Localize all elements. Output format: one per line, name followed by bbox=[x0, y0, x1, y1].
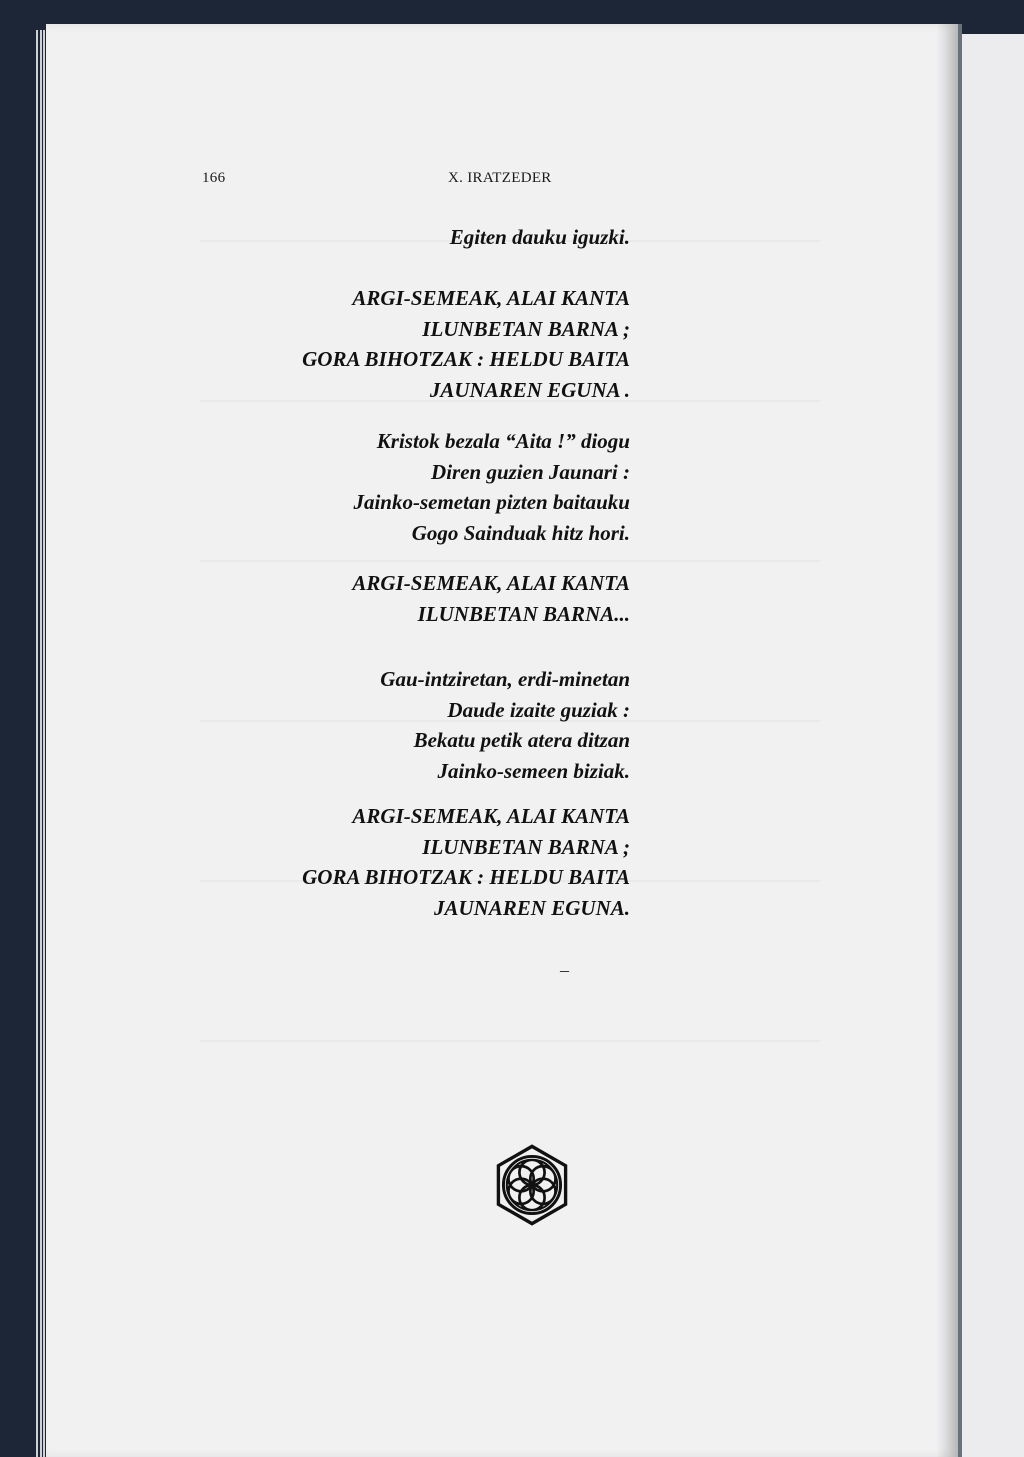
bleed-through bbox=[200, 560, 820, 562]
verse-line: Kristok bezala “Aita !” diogu bbox=[376, 429, 630, 453]
refrain bbox=[302, 283, 630, 405]
spine-shadow bbox=[936, 24, 958, 1457]
verse-line: JAUNAREN EGUNA . bbox=[429, 377, 630, 402]
verse-line: GORA BIHOTZAK : HELDU BAITA bbox=[302, 347, 630, 371]
page-number: 166 bbox=[202, 170, 226, 186]
stanza bbox=[380, 664, 630, 786]
rosette-ornament-icon bbox=[490, 1143, 574, 1227]
verse-line: Diren guzien Jaunari : bbox=[431, 459, 630, 484]
verse-line: ILUNBETAN BARNA ; bbox=[422, 316, 630, 341]
verse-line: Egiten dauku iguzki. bbox=[449, 225, 630, 249]
verse-line: JAUNAREN EGUNA. bbox=[433, 895, 630, 920]
stanza bbox=[353, 426, 630, 548]
verse-line: GORA BIHOTZAK : HELDU BAITA bbox=[302, 865, 630, 889]
verse-line: ILUNBETAN BARNA... bbox=[417, 601, 630, 626]
verse-line: Bekatu petik atera ditzan bbox=[413, 728, 630, 752]
stanza bbox=[450, 222, 630, 253]
bleed-through bbox=[200, 1040, 820, 1042]
verse-line: Jainko-semetan pizten baitauku bbox=[353, 490, 630, 514]
verse-line: ARGI-SEMEAK, ALAI KANTA bbox=[352, 804, 630, 828]
refrain bbox=[352, 568, 630, 629]
refrain bbox=[302, 801, 630, 923]
verse-line: Jainko-semeen biziak. bbox=[437, 758, 630, 783]
page-edge bbox=[40, 30, 42, 1457]
verse-line: Daude izaite guziak : bbox=[447, 697, 630, 722]
page-edge bbox=[36, 30, 38, 1457]
facing-page bbox=[962, 34, 1024, 1457]
verse-line: ARGI-SEMEAK, ALAI KANTA bbox=[352, 286, 630, 310]
verse-line: ILUNBETAN BARNA ; bbox=[422, 834, 630, 859]
verse-line: Gogo Sainduak hitz hori. bbox=[411, 520, 630, 545]
verse-line: ARGI-SEMEAK, ALAI KANTA bbox=[352, 571, 630, 595]
end-dash: – bbox=[560, 960, 569, 980]
running-title: X. IRATZEDER bbox=[448, 170, 552, 186]
page-edge bbox=[43, 30, 45, 1457]
verse-line: Gau-intziretan, erdi-minetan bbox=[380, 667, 630, 691]
